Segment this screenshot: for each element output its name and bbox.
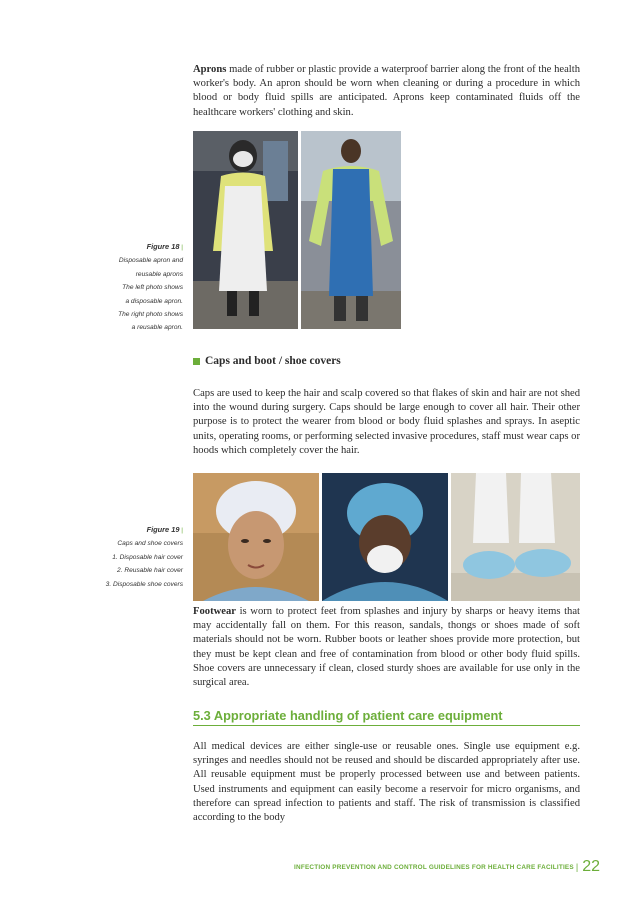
footwear-lead: Footwear bbox=[193, 606, 236, 617]
footer-title: INFECTION PREVENTION AND CONTROL GUIDELINES FOR HEALTH CARE FACILITIES bbox=[294, 863, 574, 871]
figure-19-line: 1. Disposable hair cover bbox=[112, 553, 183, 561]
page-number: 22 bbox=[582, 858, 600, 875]
figure-18-line: The right photo shows bbox=[118, 311, 183, 319]
figure-18-caption bbox=[80, 240, 183, 335]
figure-19-label: Figure 19 bbox=[146, 525, 180, 534]
caps-heading bbox=[193, 355, 341, 367]
figure-18-line: Disposable apron and bbox=[118, 257, 183, 265]
section-paragraph: All medical devices are either single-use or reusable ones. Single use equipment e.g. syringes and needles should not be reused and should be discarded appropriately after use. All reusable equipment must be properly processed between use and between patients. Used instruments and equipment can easily become a reservoir for micro organisms, and therefore can spread infection to patients and staff. The risk of transmission is classified according to the body bbox=[193, 741, 580, 824]
disposable-hair-cover-photo bbox=[193, 473, 319, 601]
footwear-paragraph bbox=[193, 605, 580, 690]
figure-18-line: a reusable apron. bbox=[131, 324, 183, 332]
figure-18-line: reusable aprons bbox=[135, 270, 183, 278]
figure-18-label: Figure 18 bbox=[146, 242, 180, 251]
aprons-paragraph bbox=[193, 63, 580, 120]
figure-18-bar: | bbox=[181, 244, 183, 251]
footer-separator: | bbox=[575, 862, 579, 872]
figure-19-bar: | bbox=[181, 527, 183, 534]
disposable-apron-photo bbox=[193, 131, 298, 329]
figure-19-line: 2. Reusable hair cover bbox=[117, 567, 183, 575]
figure-18-line: a disposable apron. bbox=[125, 297, 183, 305]
footwear-text: is worn to protect feet from splashes and injury by sharps or heavy items that may accidentally fall on them. For this reason, sandals, thongs or shoes made of soft materials should not be worn. Rubber boots or leather shoes provide more protection, but they must be kept clean and free of contamination from blood or other body fluid spills. Shoe covers are unnecessary if clean, closed sturdy shoes are available for use only in the surgical area. bbox=[193, 606, 580, 689]
caps-paragraph: Caps are used to keep the hair and scalp covered so that flakes of skin and hair are not shed into the wound during surgery. Caps should be large enough to cover all hair. Their other purpose is to protect the wearer from blood or body fluid splashes and sprays. In aseptic units, operating rooms, or performing selected invasive procedures, staff must wear caps or hoods which completely cover the hair. bbox=[193, 388, 580, 456]
figure-18-line: The left photo shows bbox=[122, 284, 183, 292]
figure-19-line: 3. Disposable shoe covers bbox=[105, 580, 183, 588]
reusable-apron-photo bbox=[301, 131, 401, 329]
aprons-lead: Aprons bbox=[193, 64, 227, 75]
page-footer bbox=[294, 858, 600, 876]
caps-heading-text: Caps and boot / shoe covers bbox=[205, 355, 341, 367]
figure-19-caption bbox=[80, 523, 183, 591]
figure-19-line: Caps and shoe covers bbox=[117, 540, 183, 548]
aprons-text: made of rubber or plastic provide a waterproof barrier along the front of the health worker's body. An apron should be worn when cleaning or during a procedure in which blood or body fluid spills are anticipated. Aprons keep contaminated fluids off the healthcare workers' clothing and skin. bbox=[193, 64, 580, 118]
bullet-square-icon bbox=[193, 358, 200, 365]
disposable-shoe-covers-photo bbox=[451, 473, 580, 601]
section-heading: 5.3 Appropriate handling of patient care equipment bbox=[193, 708, 580, 726]
reusable-hair-cover-photo bbox=[322, 473, 448, 601]
